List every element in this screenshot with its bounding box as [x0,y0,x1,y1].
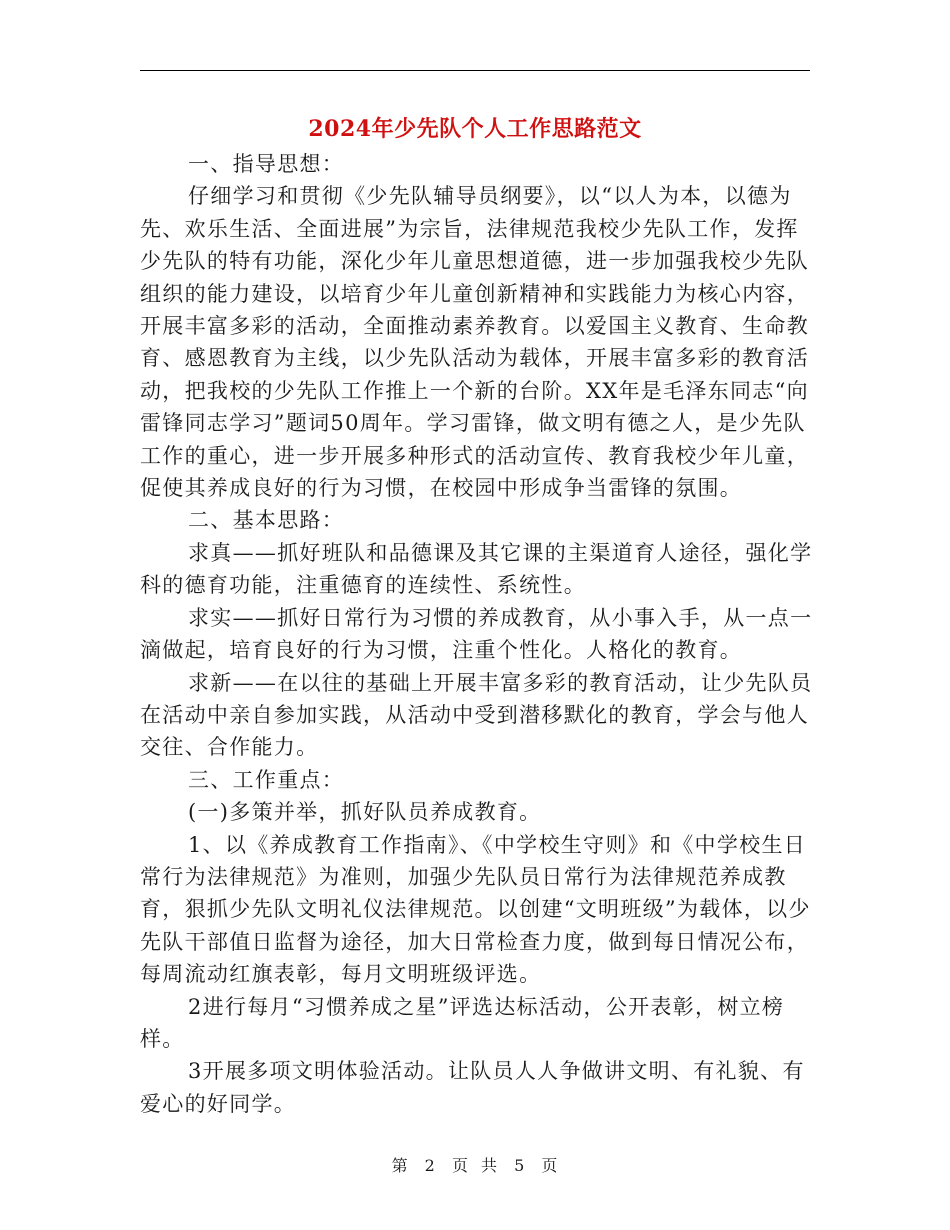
document-title: 2024年少先队个人工作思路范文 [308,116,642,142]
section-heading: 一、指导思想： [188,152,345,176]
header-rule [140,70,810,71]
body-paragraph: 求实——抓好日常行为习惯的养成教育，从小事入手，从一点一滴做起，培育良好的行为习惯，注重个性化。人格化的教育。 [140,605,813,663]
footer-suffix: 页 [541,1156,559,1175]
body-paragraph: 仔细学习和贯彻《少先队辅导员纲要》，以“以人为本，以德为先、欢乐生活、全面进展”为宗旨，法律规范我校少先队工作，发挥少先队的特有功能，深化少年儿童思想道德，进一步加强我校少先队组织的能力建设，以培育少年儿童创新精神和实践能力为核心内容，开展丰富多彩的活动，全面推动素养教育。以爱国主义教育、生命教育、感恩教育为主线，以少先队活动为载体，开展丰富多彩的教育活动，把我校的少先队工作推上一个新的台阶。XX年是毛泽东同志“向雷锋同志学习”题词50周年。学习雷锋，做文明有德之人，是少先队工作的重心，进一步开展多种形式的活动宣传、教育我校少年儿童，促使其养成良好的行为习惯，在校园中形成争当雷锋的氛围。 [140,184,809,501]
footer-prefix: 第 [391,1156,409,1175]
body-paragraph: 2进行每月“习惯养成之星”评选达标活动，公开表彰，树立榜样。 [140,994,785,1051]
document-body [140,148,820,1120]
footer-middle: 页 共 [451,1156,499,1175]
section-heading: 二、基本思路： [188,508,345,533]
body-paragraph: 求真——抓好班队和品德课及其它课的主渠道育人途径，强化学科的德育功能，注重德育的连续性、系统性。 [140,540,813,598]
footer-page-number: 2 [424,1156,436,1175]
footer-total-pages: 5 [514,1156,526,1175]
body-paragraph: 3开展多项文明体验活动。让队员人人争做讲文明、有礼貌、有爱心的好同学。 [140,1059,805,1116]
section-heading: 三、工作重点： [188,767,345,792]
body-paragraph: 1、以《养成教育工作指南》、《中学校生守则》和《中学校生日常行为法律规范》为准则，加强少先队员日常行为法律规范养成教育，狠抓少先队文明礼仪法律规范。以创建“文明班级”为载体，以少先队干部值日监督为途径，加大日常检查力度，做到每日情况公布，每周流动红旗表彰，每月文明班级评选。 [140,832,811,987]
page-footer [0,1153,950,1176]
sub-heading: (一)多策并举，抓好队员养成教育。 [188,800,542,825]
body-paragraph: 求新——在以往的基础上开展丰富多彩的教育活动，让少先队员在活动中亲自参加实践，从活动中受到潜移默化的教育，学会与他人交往、合作能力。 [140,670,813,760]
